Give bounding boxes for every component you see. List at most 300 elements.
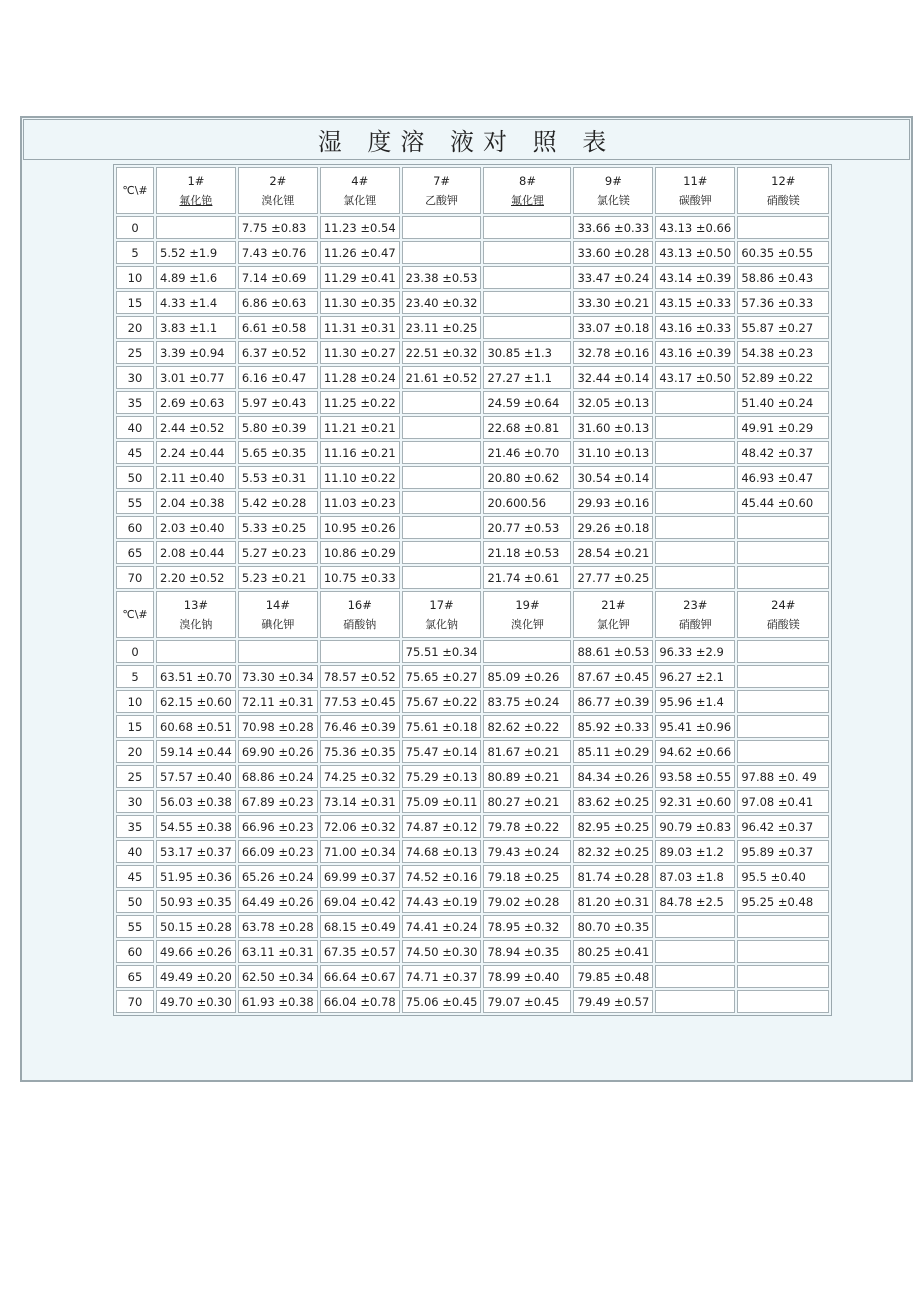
humidity-value-cell: 33.07 ±0.18 xyxy=(573,316,653,339)
table-row xyxy=(116,541,829,564)
humidity-value-cell: 20.80 ±0.62 xyxy=(483,466,571,489)
solution-name: 硝酸镁 xyxy=(766,617,800,631)
solution-name: 氟化铯 xyxy=(179,193,213,207)
humidity-value-cell: 6.16 ±0.47 xyxy=(238,366,318,389)
table-row xyxy=(116,840,829,863)
humidity-value-cell: 76.46 ±0.39 xyxy=(320,715,400,738)
humidity-value-cell: 74.52 ±0.16 xyxy=(402,865,482,888)
humidity-value-cell xyxy=(655,391,735,414)
humidity-value-cell: 49.91 ±0.29 xyxy=(737,416,829,439)
humidity-value-cell xyxy=(483,316,571,339)
humidity-value-cell xyxy=(655,416,735,439)
humidity-value-cell: 79.85 ±0.48 xyxy=(573,965,653,988)
humidity-value-cell: 74.41 ±0.24 xyxy=(402,915,482,938)
humidity-value-cell: 82.62 ±0.22 xyxy=(483,715,571,738)
humidity-value-cell: 66.09 ±0.23 xyxy=(238,840,318,863)
humidity-solution-table xyxy=(113,164,832,1016)
humidity-value-cell: 79.18 ±0.25 xyxy=(483,865,571,888)
column-header xyxy=(655,591,735,638)
humidity-value-cell: 29.26 ±0.18 xyxy=(573,516,653,539)
humidity-value-cell xyxy=(402,466,482,489)
humidity-value-cell: 71.00 ±0.34 xyxy=(320,840,400,863)
temperature-cell: 70 xyxy=(116,990,154,1013)
humidity-value-cell: 43.13 ±0.50 xyxy=(655,241,735,264)
table-row xyxy=(116,441,829,464)
humidity-value-cell xyxy=(655,915,735,938)
humidity-value-cell: 43.16 ±0.33 xyxy=(655,316,735,339)
humidity-value-cell: 75.09 ±0.11 xyxy=(402,790,482,813)
humidity-value-cell: 3.83 ±1.1 xyxy=(156,316,236,339)
solution-number: 11# xyxy=(683,173,708,188)
humidity-value-cell: 50.15 ±0.28 xyxy=(156,915,236,938)
table-row xyxy=(116,940,829,963)
solution-name: 硝酸钾 xyxy=(678,617,712,631)
humidity-value-cell: 5.33 ±0.25 xyxy=(238,516,318,539)
humidity-value-cell: 10.75 ±0.33 xyxy=(320,566,400,589)
solution-number: 1# xyxy=(187,173,205,188)
humidity-value-cell: 72.11 ±0.31 xyxy=(238,690,318,713)
humidity-value-cell: 79.78 ±0.22 xyxy=(483,815,571,838)
humidity-value-cell: 22.68 ±0.81 xyxy=(483,416,571,439)
table-row xyxy=(116,740,829,763)
humidity-value-cell: 84.78 ±2.5 xyxy=(655,890,735,913)
humidity-value-cell: 49.49 ±0.20 xyxy=(156,965,236,988)
humidity-value-cell: 2.24 ±0.44 xyxy=(156,441,236,464)
humidity-value-cell: 79.07 ±0.45 xyxy=(483,990,571,1013)
solution-name: 氯化镁 xyxy=(596,193,630,207)
humidity-value-cell: 49.66 ±0.26 xyxy=(156,940,236,963)
humidity-value-cell: 3.39 ±0.94 xyxy=(156,341,236,364)
humidity-value-cell: 11.10 ±0.22 xyxy=(320,466,400,489)
humidity-value-cell: 83.75 ±0.24 xyxy=(483,690,571,713)
humidity-value-cell: 97.88 ±0. 49 xyxy=(737,765,829,788)
column-header xyxy=(655,167,735,214)
humidity-value-cell: 11.26 ±0.47 xyxy=(320,241,400,264)
temperature-cell: 25 xyxy=(116,765,154,788)
humidity-value-cell xyxy=(483,291,571,314)
solution-name: 碘化钾 xyxy=(261,617,295,631)
humidity-value-cell: 2.44 ±0.52 xyxy=(156,416,236,439)
humidity-value-cell: 11.30 ±0.35 xyxy=(320,291,400,314)
humidity-value-cell: 81.67 ±0.21 xyxy=(483,740,571,763)
solution-name: 氯化钾 xyxy=(596,617,630,631)
humidity-value-cell xyxy=(402,216,482,239)
humidity-value-cell: 7.75 ±0.83 xyxy=(238,216,318,239)
column-header xyxy=(156,591,236,638)
humidity-value-cell: 4.89 ±1.6 xyxy=(156,266,236,289)
humidity-value-cell xyxy=(737,915,829,938)
solution-name: 氯化钠 xyxy=(425,617,459,631)
humidity-value-cell: 21.74 ±0.61 xyxy=(483,566,571,589)
column-header xyxy=(156,167,236,214)
humidity-value-cell: 32.44 ±0.14 xyxy=(573,366,653,389)
solution-number: 14# xyxy=(265,597,290,612)
humidity-value-cell: 21.61 ±0.52 xyxy=(402,366,482,389)
temperature-cell: 55 xyxy=(116,915,154,938)
table-row xyxy=(116,990,829,1013)
solution-name: 溴化锂 xyxy=(261,193,295,207)
humidity-value-cell: 52.89 ±0.22 xyxy=(737,366,829,389)
humidity-value-cell xyxy=(655,441,735,464)
humidity-value-cell: 66.04 ±0.78 xyxy=(320,990,400,1013)
humidity-value-cell: 94.62 ±0.66 xyxy=(655,740,735,763)
humidity-value-cell: 73.30 ±0.34 xyxy=(238,665,318,688)
column-header xyxy=(402,591,482,638)
humidity-value-cell: 62.50 ±0.34 xyxy=(238,965,318,988)
humidity-value-cell: 84.34 ±0.26 xyxy=(573,765,653,788)
table-row xyxy=(116,890,829,913)
humidity-value-cell: 10.95 ±0.26 xyxy=(320,516,400,539)
page-title: 湿 度溶 液对 照 表 xyxy=(317,128,616,156)
humidity-value-cell: 56.03 ±0.38 xyxy=(156,790,236,813)
humidity-value-cell: 45.44 ±0.60 xyxy=(737,491,829,514)
solution-name: 氟化锂 xyxy=(510,193,544,207)
table-row xyxy=(116,216,829,239)
table-row xyxy=(116,391,829,414)
humidity-value-cell: 55.87 ±0.27 xyxy=(737,316,829,339)
humidity-value-cell: 65.26 ±0.24 xyxy=(238,865,318,888)
humidity-value-cell: 80.89 ±0.21 xyxy=(483,765,571,788)
humidity-value-cell: 80.27 ±0.21 xyxy=(483,790,571,813)
humidity-value-cell: 53.17 ±0.37 xyxy=(156,840,236,863)
humidity-value-cell: 74.25 ±0.32 xyxy=(320,765,400,788)
humidity-value-cell: 46.93 ±0.47 xyxy=(737,466,829,489)
humidity-value-cell: 23.11 ±0.25 xyxy=(402,316,482,339)
temperature-cell: 60 xyxy=(116,516,154,539)
humidity-value-cell: 6.86 ±0.63 xyxy=(238,291,318,314)
humidity-value-cell: 92.31 ±0.60 xyxy=(655,790,735,813)
humidity-value-cell xyxy=(737,216,829,239)
humidity-value-cell: 11.30 ±0.27 xyxy=(320,341,400,364)
humidity-value-cell: 11.21 ±0.21 xyxy=(320,416,400,439)
humidity-value-cell: 61.93 ±0.38 xyxy=(238,990,318,1013)
solution-number: 16# xyxy=(347,597,372,612)
humidity-value-cell xyxy=(655,516,735,539)
column-header xyxy=(737,591,829,638)
solution-name: 溴化钾 xyxy=(510,617,544,631)
temperature-cell: 20 xyxy=(116,740,154,763)
solution-name: 碳酸钾 xyxy=(678,193,712,207)
temperature-cell: 55 xyxy=(116,491,154,514)
humidity-value-cell: 20.600.56 xyxy=(483,491,571,514)
table-row xyxy=(116,640,829,663)
humidity-value-cell: 23.38 ±0.53 xyxy=(402,266,482,289)
humidity-value-cell xyxy=(655,566,735,589)
humidity-value-cell: 27.27 ±1.1 xyxy=(483,366,571,389)
table-row xyxy=(116,466,829,489)
humidity-value-cell: 96.42 ±0.37 xyxy=(737,815,829,838)
humidity-value-cell: 33.60 ±0.28 xyxy=(573,241,653,264)
humidity-value-cell: 43.16 ±0.39 xyxy=(655,341,735,364)
humidity-value-cell: 75.47 ±0.14 xyxy=(402,740,482,763)
table-row xyxy=(116,690,829,713)
humidity-value-cell: 96.27 ±2.1 xyxy=(655,665,735,688)
humidity-value-cell xyxy=(737,640,829,663)
humidity-value-cell xyxy=(320,640,400,663)
humidity-value-cell: 6.37 ±0.52 xyxy=(238,341,318,364)
humidity-value-cell: 59.14 ±0.44 xyxy=(156,740,236,763)
humidity-value-cell xyxy=(483,241,571,264)
humidity-value-cell: 78.99 ±0.40 xyxy=(483,965,571,988)
humidity-value-cell xyxy=(483,640,571,663)
humidity-value-cell: 97.08 ±0.41 xyxy=(737,790,829,813)
humidity-value-cell: 58.86 ±0.43 xyxy=(737,266,829,289)
humidity-value-cell: 2.04 ±0.38 xyxy=(156,491,236,514)
solution-number: 8# xyxy=(519,173,536,188)
humidity-value-cell: 60.35 ±0.55 xyxy=(737,241,829,264)
solution-number: 19# xyxy=(515,597,540,612)
temperature-cell: 50 xyxy=(116,466,154,489)
temperature-cell: 20 xyxy=(116,316,154,339)
humidity-value-cell: 43.14 ±0.39 xyxy=(655,266,735,289)
temperature-cell: 45 xyxy=(116,441,154,464)
humidity-value-cell: 83.62 ±0.25 xyxy=(573,790,653,813)
table-row xyxy=(116,715,829,738)
humidity-value-cell: 81.74 ±0.28 xyxy=(573,865,653,888)
humidity-value-cell: 85.11 ±0.29 xyxy=(573,740,653,763)
humidity-value-cell xyxy=(238,640,318,663)
humidity-value-cell: 11.03 ±0.23 xyxy=(320,491,400,514)
humidity-value-cell xyxy=(737,690,829,713)
header-row xyxy=(116,167,829,214)
humidity-value-cell xyxy=(402,241,482,264)
humidity-value-cell: 57.36 ±0.33 xyxy=(737,291,829,314)
humidity-value-cell xyxy=(737,665,829,688)
humidity-value-cell xyxy=(655,491,735,514)
solution-number: 7# xyxy=(433,173,451,188)
humidity-value-cell xyxy=(402,491,482,514)
humidity-value-cell xyxy=(737,516,829,539)
humidity-value-cell xyxy=(655,990,735,1013)
humidity-value-cell xyxy=(737,940,829,963)
humidity-value-cell: 5.80 ±0.39 xyxy=(238,416,318,439)
solution-name: 溴化钠 xyxy=(179,617,213,631)
table-row xyxy=(116,965,829,988)
humidity-value-cell: 68.86 ±0.24 xyxy=(238,765,318,788)
humidity-value-cell: 5.27 ±0.23 xyxy=(238,541,318,564)
humidity-value-cell: 63.51 ±0.70 xyxy=(156,665,236,688)
temperature-cell: 5 xyxy=(116,241,154,264)
humidity-value-cell xyxy=(655,965,735,988)
humidity-value-cell: 2.20 ±0.52 xyxy=(156,566,236,589)
temperature-cell: 30 xyxy=(116,366,154,389)
humidity-value-cell: 74.68 ±0.13 xyxy=(402,840,482,863)
temperature-cell: 35 xyxy=(116,391,154,414)
humidity-value-cell xyxy=(737,740,829,763)
table-row xyxy=(116,516,829,539)
humidity-value-cell: 22.51 ±0.32 xyxy=(402,341,482,364)
humidity-value-cell: 87.67 ±0.45 xyxy=(573,665,653,688)
humidity-value-cell: 33.30 ±0.21 xyxy=(573,291,653,314)
humidity-value-cell xyxy=(737,715,829,738)
table-row xyxy=(116,865,829,888)
table-row xyxy=(116,491,829,514)
humidity-value-cell: 5.52 ±1.9 xyxy=(156,241,236,264)
humidity-value-cell xyxy=(156,640,236,663)
solution-name: 硝酸钠 xyxy=(343,617,377,631)
table-row xyxy=(116,790,829,813)
solution-number: 4# xyxy=(351,173,369,188)
humidity-value-cell: 87.03 ±1.8 xyxy=(655,865,735,888)
temperature-cell: 40 xyxy=(116,416,154,439)
table-row xyxy=(116,266,829,289)
solution-number: 9# xyxy=(604,173,622,188)
temperature-cell: 40 xyxy=(116,840,154,863)
corner-label: ℃\# xyxy=(116,591,154,638)
solution-number: 2# xyxy=(269,173,287,188)
humidity-value-cell: 74.43 ±0.19 xyxy=(402,890,482,913)
table-row xyxy=(116,291,829,314)
humidity-value-cell: 33.66 ±0.33 xyxy=(573,216,653,239)
solution-number: 13# xyxy=(183,597,209,612)
humidity-value-cell: 66.96 ±0.23 xyxy=(238,815,318,838)
humidity-value-cell: 28.54 ±0.21 xyxy=(573,541,653,564)
humidity-value-cell: 54.55 ±0.38 xyxy=(156,815,236,838)
humidity-value-cell: 95.25 ±0.48 xyxy=(737,890,829,913)
temperature-cell: 15 xyxy=(116,291,154,314)
column-header xyxy=(573,167,653,214)
humidity-value-cell: 43.15 ±0.33 xyxy=(655,291,735,314)
humidity-value-cell: 75.61 ±0.18 xyxy=(402,715,482,738)
column-header xyxy=(402,167,482,214)
humidity-value-cell: 30.54 ±0.14 xyxy=(573,466,653,489)
column-header xyxy=(238,591,318,638)
humidity-value-cell: 93.58 ±0.55 xyxy=(655,765,735,788)
column-header xyxy=(483,167,571,214)
temperature-cell: 35 xyxy=(116,815,154,838)
humidity-value-cell: 43.17 ±0.50 xyxy=(655,366,735,389)
humidity-value-cell: 11.16 ±0.21 xyxy=(320,441,400,464)
humidity-value-cell xyxy=(483,266,571,289)
humidity-value-cell: 67.89 ±0.23 xyxy=(238,790,318,813)
humidity-value-cell: 79.02 ±0.28 xyxy=(483,890,571,913)
solution-number: 17# xyxy=(429,597,454,612)
humidity-value-cell: 67.35 ±0.57 xyxy=(320,940,400,963)
humidity-value-cell xyxy=(402,416,482,439)
column-header xyxy=(737,167,829,214)
humidity-value-cell: 70.98 ±0.28 xyxy=(238,715,318,738)
humidity-value-cell: 82.32 ±0.25 xyxy=(573,840,653,863)
humidity-value-cell: 27.77 ±0.25 xyxy=(573,566,653,589)
humidity-value-cell: 81.20 ±0.31 xyxy=(573,890,653,913)
humidity-value-cell: 96.33 ±2.9 xyxy=(655,640,735,663)
humidity-value-cell xyxy=(655,466,735,489)
humidity-value-cell: 60.68 ±0.51 xyxy=(156,715,236,738)
humidity-value-cell: 75.06 ±0.45 xyxy=(402,990,482,1013)
humidity-value-cell: 43.13 ±0.66 xyxy=(655,216,735,239)
humidity-value-cell: 4.33 ±1.4 xyxy=(156,291,236,314)
humidity-value-cell: 21.46 ±0.70 xyxy=(483,441,571,464)
table-row xyxy=(116,366,829,389)
humidity-value-cell xyxy=(402,441,482,464)
table-row xyxy=(116,915,829,938)
humidity-value-cell xyxy=(737,566,829,589)
humidity-value-cell: 10.86 ±0.29 xyxy=(320,541,400,564)
humidity-value-cell: 69.90 ±0.26 xyxy=(238,740,318,763)
humidity-value-cell: 62.15 ±0.60 xyxy=(156,690,236,713)
humidity-value-cell: 95.5 ±0.40 xyxy=(737,865,829,888)
humidity-value-cell: 11.29 ±0.41 xyxy=(320,266,400,289)
column-header xyxy=(573,591,653,638)
humidity-value-cell: 78.57 ±0.52 xyxy=(320,665,400,688)
humidity-value-cell: 11.25 ±0.22 xyxy=(320,391,400,414)
humidity-value-cell: 74.50 ±0.30 xyxy=(402,940,482,963)
humidity-value-cell: 20.77 ±0.53 xyxy=(483,516,571,539)
humidity-value-cell xyxy=(737,541,829,564)
humidity-value-cell: 32.78 ±0.16 xyxy=(573,341,653,364)
temperature-cell: 50 xyxy=(116,890,154,913)
humidity-value-cell: 86.77 ±0.39 xyxy=(573,690,653,713)
humidity-value-cell: 75.67 ±0.22 xyxy=(402,690,482,713)
humidity-value-cell: 23.40 ±0.32 xyxy=(402,291,482,314)
humidity-value-cell: 11.23 ±0.54 xyxy=(320,216,400,239)
temperature-cell: 0 xyxy=(116,640,154,663)
humidity-value-cell xyxy=(655,541,735,564)
humidity-value-cell: 85.09 ±0.26 xyxy=(483,665,571,688)
humidity-value-cell: 75.29 ±0.13 xyxy=(402,765,482,788)
table-row xyxy=(116,765,829,788)
temperature-cell: 45 xyxy=(116,865,154,888)
humidity-value-cell: 78.94 ±0.35 xyxy=(483,940,571,963)
humidity-value-cell: 95.96 ±1.4 xyxy=(655,690,735,713)
humidity-value-cell: 79.43 ±0.24 xyxy=(483,840,571,863)
solution-name: 硝酸镁 xyxy=(766,193,800,207)
humidity-value-cell: 5.97 ±0.43 xyxy=(238,391,318,414)
header-row xyxy=(116,591,829,638)
humidity-value-cell xyxy=(483,216,571,239)
solution-number: 23# xyxy=(683,597,708,612)
humidity-value-cell xyxy=(737,990,829,1013)
column-header xyxy=(320,167,400,214)
humidity-value-cell xyxy=(402,566,482,589)
humidity-value-cell xyxy=(737,965,829,988)
solution-number: 24# xyxy=(771,597,796,612)
humidity-value-cell: 88.61 ±0.53 xyxy=(573,640,653,663)
humidity-value-cell xyxy=(402,541,482,564)
temperature-cell: 70 xyxy=(116,566,154,589)
humidity-value-cell: 89.03 ±1.2 xyxy=(655,840,735,863)
table-row xyxy=(116,815,829,838)
humidity-value-cell: 2.69 ±0.63 xyxy=(156,391,236,414)
humidity-value-cell: 74.71 ±0.37 xyxy=(402,965,482,988)
humidity-value-cell: 30.85 ±1.3 xyxy=(483,341,571,364)
corner-label: ℃\# xyxy=(116,167,154,214)
table-row xyxy=(116,241,829,264)
temperature-cell: 65 xyxy=(116,965,154,988)
solution-name: 氯化锂 xyxy=(343,193,377,207)
humidity-value-cell: 72.06 ±0.32 xyxy=(320,815,400,838)
humidity-value-cell: 51.95 ±0.36 xyxy=(156,865,236,888)
humidity-value-cell: 5.53 ±0.31 xyxy=(238,466,318,489)
humidity-value-cell: 79.49 ±0.57 xyxy=(573,990,653,1013)
column-header xyxy=(320,591,400,638)
column-header xyxy=(238,167,318,214)
solution-number: 12# xyxy=(771,173,796,188)
humidity-value-cell: 5.65 ±0.35 xyxy=(238,441,318,464)
temperature-cell: 65 xyxy=(116,541,154,564)
humidity-value-cell: 75.36 ±0.35 xyxy=(320,740,400,763)
humidity-value-cell: 7.43 ±0.76 xyxy=(238,241,318,264)
humidity-value-cell: 90.79 ±0.83 xyxy=(655,815,735,838)
humidity-value-cell: 31.10 ±0.13 xyxy=(573,441,653,464)
temperature-cell: 10 xyxy=(116,266,154,289)
table-row xyxy=(116,416,829,439)
humidity-value-cell: 54.38 ±0.23 xyxy=(737,341,829,364)
table-row xyxy=(116,665,829,688)
temperature-cell: 25 xyxy=(116,341,154,364)
column-header xyxy=(483,591,571,638)
humidity-value-cell: 85.92 ±0.33 xyxy=(573,715,653,738)
